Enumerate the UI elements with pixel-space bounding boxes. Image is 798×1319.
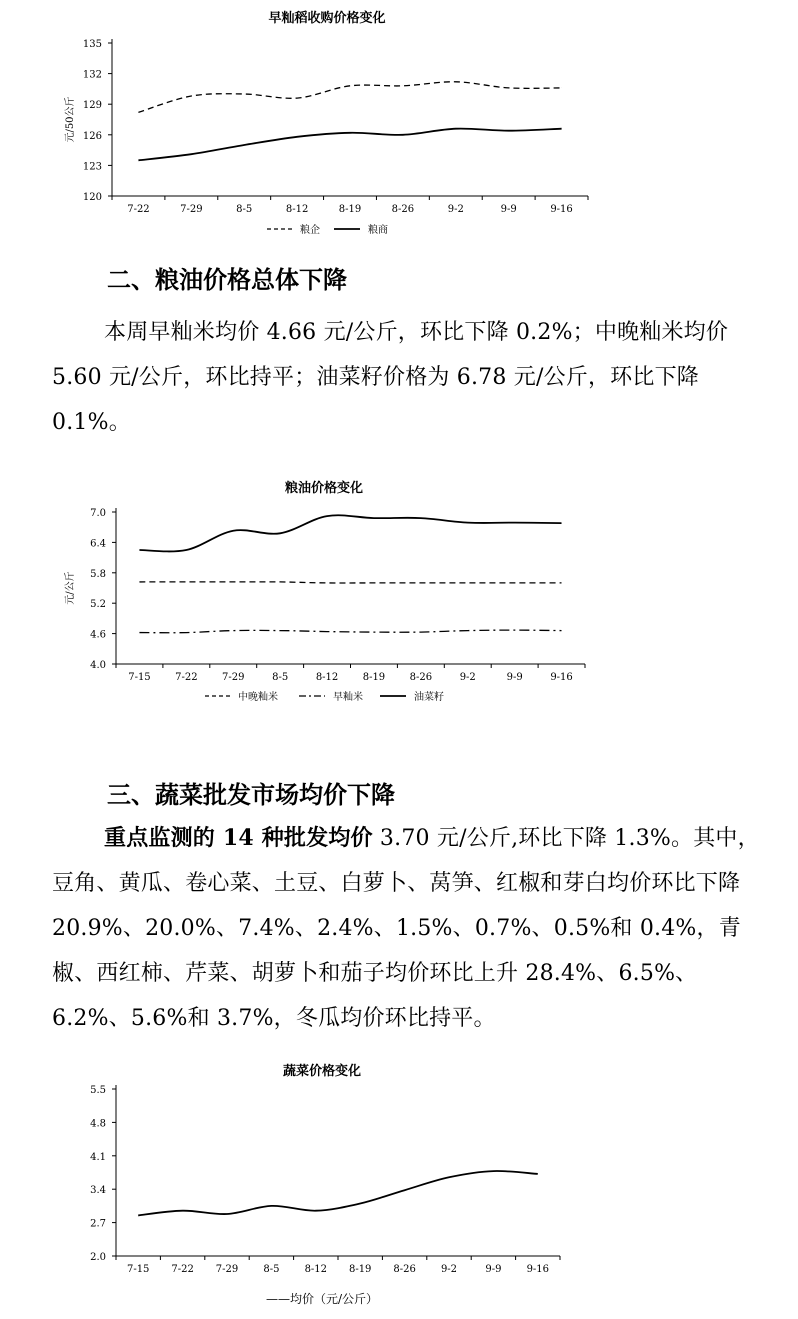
grain-oil-paragraph-text: 本周早籼米均价 4.66 元/公斤，环比下降 0.2%；中晚籼米均价 5.60 元/公斤，环比持平；油菜籽价格为 6.78 元/公斤，环比下降 0.1%。	[52, 320, 729, 435]
section-heading-grain-oil: 二、粮油价格总体下降	[107, 266, 347, 294]
x-tick-label: 7-29	[215, 1264, 239, 1275]
x-tick-label: 9-9	[500, 204, 517, 215]
x-tick-label: 8-5	[263, 1264, 280, 1275]
x-tick-label: 8-12	[315, 672, 339, 683]
x-tick-label: 7-22	[171, 1264, 194, 1275]
x-tick-label: 9-16	[526, 1264, 550, 1275]
legend-label: 粮商	[368, 225, 388, 236]
section-heading-vegetables: 三、蔬菜批发市场均价下降	[107, 781, 395, 809]
y-tick-label: 5.2	[90, 599, 106, 611]
legend-label: ——均价（元/公斤）	[265, 1292, 379, 1306]
y-tick-label: 123	[82, 161, 102, 173]
y-tick-label: 120	[82, 192, 102, 203]
y-tick-label: 7.0	[90, 508, 106, 519]
x-tick-label: 9-9	[485, 1264, 502, 1275]
x-tick-label: 9-16	[550, 204, 573, 215]
vegetables-paragraph-text	[52, 816, 762, 1041]
y-tick-label: 5.8	[90, 568, 106, 580]
x-tick-label: 8-5	[272, 672, 289, 683]
y-tick-label: 129	[82, 100, 102, 112]
y-tick-label: 3.4	[90, 1185, 106, 1197]
chart-title: 粮油价格变化	[284, 481, 364, 496]
x-tick-label: 8-26	[409, 672, 433, 683]
y-tick-label: 6.4	[90, 538, 106, 550]
series-line-1	[138, 82, 561, 113]
series-line-1	[139, 582, 561, 583]
grain-oil-price-chart	[0, 470, 798, 720]
x-tick-label: 8-19	[362, 672, 386, 683]
x-tick-label: 7-22	[127, 204, 150, 215]
x-tick-label: 8-19	[338, 204, 362, 215]
y-tick-label: 4.0	[90, 660, 106, 671]
x-tick-label: 7-15	[128, 672, 151, 683]
vegetables-paragraph	[52, 816, 762, 1041]
vegetable-price-chart	[0, 1055, 798, 1315]
chart-title: 早籼稻收购价格变化	[268, 11, 386, 26]
paddy-price-chart-svg	[0, 0, 798, 245]
legend-label: 中晚籼米	[238, 692, 278, 703]
series-line-2	[138, 129, 561, 161]
x-tick-label: 7-29	[222, 672, 245, 683]
vegetables-paragraph-rest: 3.70 元/公斤,环比下降 1.3%。其中，豆角、黄瓜、卷心菜、土豆、白萝卜、莴笋、红椒和芽白均价环比下降 20.9%、20.0%、7.4%、2.4%、1.5%、0.7%、0.5%和 0.4%，青椒、西红柿、芹菜、胡萝卜和茄子均价环比上升 28.4%、6.5%、6.2%、5.6%和 3.7%，冬瓜均价环比持平。	[52, 826, 760, 1031]
x-tick-label: 8-12	[285, 204, 309, 215]
x-tick-label: 9-2	[447, 204, 464, 215]
y-axis-label: 元/50公斤	[65, 96, 76, 143]
x-tick-label: 8-26	[393, 1264, 416, 1275]
x-tick-label: 8-5	[236, 204, 253, 215]
y-tick-label: 4.8	[90, 1118, 106, 1130]
y-tick-label: 5.5	[90, 1085, 106, 1096]
grain-oil-price-chart-svg	[0, 470, 798, 720]
y-tick-label: 135	[82, 39, 102, 50]
y-tick-label: 2.7	[90, 1218, 106, 1230]
grain-oil-paragraph	[52, 310, 762, 445]
x-tick-label: 7-22	[175, 672, 198, 683]
x-tick-label: 9-16	[550, 672, 573, 683]
vegetable-price-chart-svg	[0, 1055, 798, 1315]
x-tick-label: 8-26	[391, 204, 415, 215]
x-tick-label: 7-29	[180, 204, 203, 215]
paddy-price-chart	[0, 0, 798, 245]
y-tick-label: 2.0	[90, 1252, 106, 1263]
legend-label: 油菜籽	[414, 692, 444, 703]
y-tick-label: 132	[82, 69, 102, 81]
legend-label: 粮企	[300, 225, 320, 236]
y-tick-label: 126	[82, 130, 102, 142]
x-tick-label: 8-19	[348, 1264, 372, 1275]
y-tick-label: 4.6	[90, 629, 106, 641]
chart-title: 蔬菜价格变化	[282, 1064, 362, 1079]
series-line-2	[139, 630, 561, 633]
series-line-3	[139, 515, 561, 551]
legend-label: 早籼米	[333, 692, 363, 703]
vegetables-paragraph-lead: 重点监测的 14 种批发均价	[104, 825, 373, 851]
x-tick-label: 9-2	[459, 672, 476, 683]
x-tick-label: 9-2	[440, 1264, 458, 1275]
x-tick-label: 9-9	[506, 672, 523, 683]
y-axis-label: 元/公斤	[65, 571, 76, 605]
series-line-1	[138, 1171, 538, 1215]
y-tick-label: 4.1	[90, 1151, 106, 1163]
x-tick-label: 8-12	[304, 1264, 328, 1275]
x-tick-label: 7-15	[126, 1264, 150, 1275]
